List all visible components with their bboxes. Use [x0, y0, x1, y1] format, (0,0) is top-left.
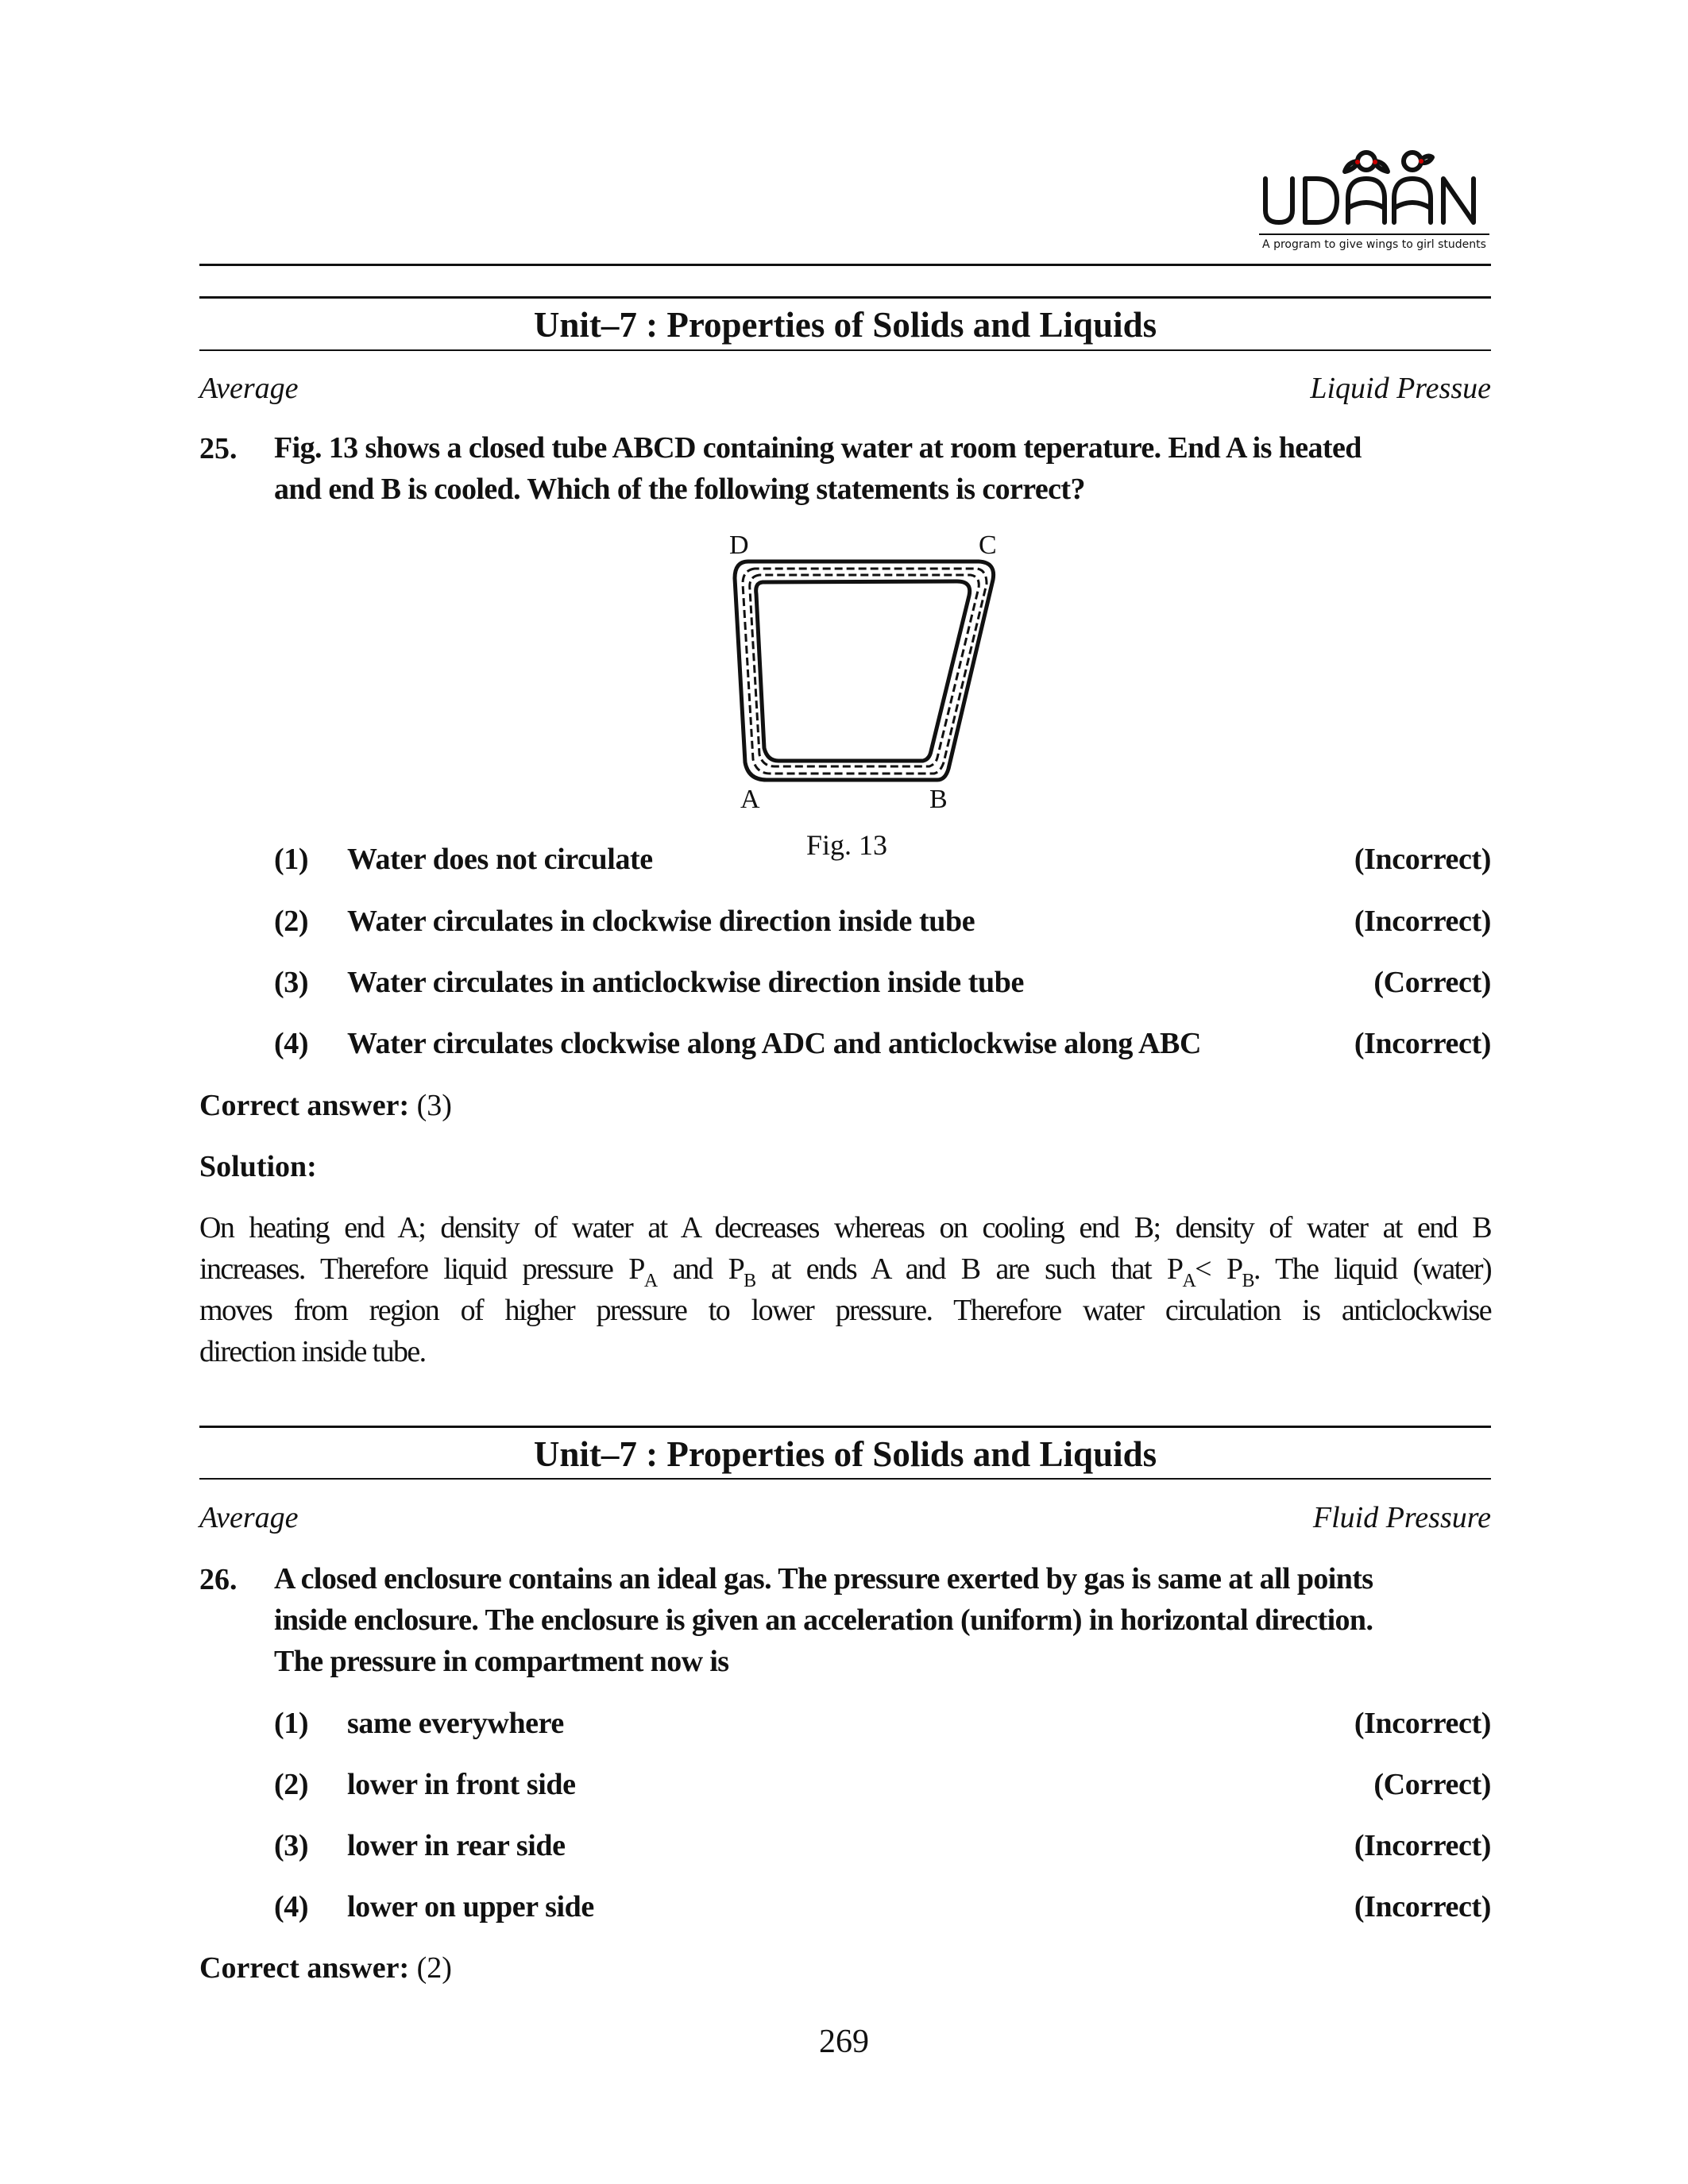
figure-13 [699, 524, 1017, 861]
solution-text: < P [1195, 1252, 1242, 1286]
label-d: D [729, 531, 749, 560]
question-number: 25. [199, 432, 238, 465]
option-2 [274, 1767, 1491, 1802]
question-line: inside enclosure. The enclosure is given an acceleration (uniform) in horizontal direction. [274, 1603, 1373, 1637]
question-text [274, 427, 1491, 510]
option-3 [274, 965, 1491, 1000]
option-status: (Incorrect) [1354, 1890, 1491, 1924]
option-number: (4) [274, 1890, 309, 1924]
question-line: A closed enclosure contains an ideal gas. The pressure exerted by gas is same at all points [274, 1562, 1373, 1596]
difficulty-label: Average [199, 1501, 299, 1534]
option-text: lower in rear side [347, 1829, 566, 1862]
option-status: (Correct) [1373, 966, 1491, 999]
topic-label: Liquid Pressue [1310, 372, 1491, 405]
question-number: 26. [199, 1563, 238, 1596]
option-3 [274, 1828, 1491, 1863]
unit-rule-top [199, 296, 1491, 299]
unit-heading: Unit–7 : Properties of Solids and Liquids [533, 1434, 1157, 1474]
option-1 [274, 1706, 1491, 1741]
option-2 [274, 904, 1491, 939]
question-line: Fig. 13 shows a closed tube ABCD containing water at room teperature. End A is heated [274, 431, 1362, 465]
correct-answer [199, 1951, 1491, 1985]
difficulty-label: Average [199, 372, 299, 405]
label-c: C [979, 531, 997, 560]
unit-heading: Unit–7 : Properties of Solids and Liquids [533, 305, 1157, 345]
option-number: (4) [274, 1027, 309, 1060]
correct-answer-value: (3) [416, 1089, 452, 1122]
option-status: (Incorrect) [1354, 1027, 1491, 1060]
question-line: The pressure in compartment now is [274, 1645, 729, 1678]
question-line: and end B is cooled. Which of the following statements is correct? [274, 473, 1085, 506]
top-rule [199, 264, 1491, 266]
solution-label: Solution: [199, 1150, 317, 1183]
solution-text: increases. Therefore liquid pressure P [199, 1252, 644, 1286]
label-b: B [929, 785, 948, 814]
label-a: A [740, 785, 760, 814]
option-number: (2) [274, 1768, 309, 1801]
option-text: same everywhere [347, 1707, 564, 1740]
subscript: A [1182, 1271, 1196, 1291]
option-status: (Incorrect) [1354, 1829, 1491, 1862]
unit-rule-bottom [199, 349, 1491, 351]
subscript: B [744, 1271, 755, 1291]
option-text: lower on upper side [347, 1890, 594, 1924]
tube-diagram [699, 524, 1017, 810]
option-status: (Incorrect) [1354, 1707, 1491, 1740]
option-number: (1) [274, 1707, 309, 1740]
option-status: (Incorrect) [1354, 843, 1491, 876]
unit-rule-bottom [199, 1478, 1491, 1480]
udaan-logo [1259, 135, 1489, 254]
correct-answer-value: (2) [416, 1951, 452, 1985]
topic-label: Fluid Pressure [1312, 1501, 1491, 1534]
figure-caption: Fig. 13 [806, 829, 888, 861]
correct-answer-label: Correct answer: [199, 1089, 410, 1122]
solution-line: direction inside tube. [199, 1335, 426, 1368]
solution-line [199, 1252, 1491, 1291]
option-1 [274, 842, 1491, 877]
correct-answer-label: Correct answer: [199, 1951, 410, 1985]
option-4 [274, 1026, 1491, 1061]
solution-line: On heating end A; density of water at A decreases whereas on cooling end B; density of water at end B [199, 1211, 1491, 1244]
subscript: A [643, 1271, 657, 1291]
correct-answer [199, 1088, 1491, 1123]
option-text: Water circulates clockwise along ADC and anticlockwise along ABC [347, 1027, 1201, 1060]
option-number: (2) [274, 905, 309, 938]
subscript: B [1242, 1271, 1253, 1291]
option-number: (3) [274, 966, 309, 999]
option-number: (1) [274, 843, 309, 876]
solution-line: moves from region of higher pressure to lower pressure. Therefore water circulation is anticlockwise [199, 1294, 1491, 1327]
solution-text: at ends A and B are such that P [755, 1252, 1183, 1286]
logo-tagline: A program to give wings to girl students [1262, 238, 1486, 251]
option-number: (3) [274, 1829, 309, 1862]
page-number: 269 [819, 2024, 869, 2060]
option-text: Water circulates in clockwise direction inside tube [347, 905, 975, 938]
option-text: Water circulates in anticlockwise direction inside tube [347, 966, 1024, 999]
udaan-logo-graphic [1259, 135, 1489, 254]
option-text: Water does not circulate [347, 843, 653, 876]
option-status: (Incorrect) [1354, 905, 1491, 938]
question-text [274, 1558, 1491, 1682]
solution-text: and P [656, 1252, 744, 1286]
option-text: lower in front side [347, 1768, 576, 1801]
solution-text: . The liquid (water) [1253, 1252, 1491, 1286]
option-status: (Correct) [1373, 1768, 1491, 1801]
unit-rule-top [199, 1426, 1491, 1428]
option-4 [274, 1889, 1491, 1924]
